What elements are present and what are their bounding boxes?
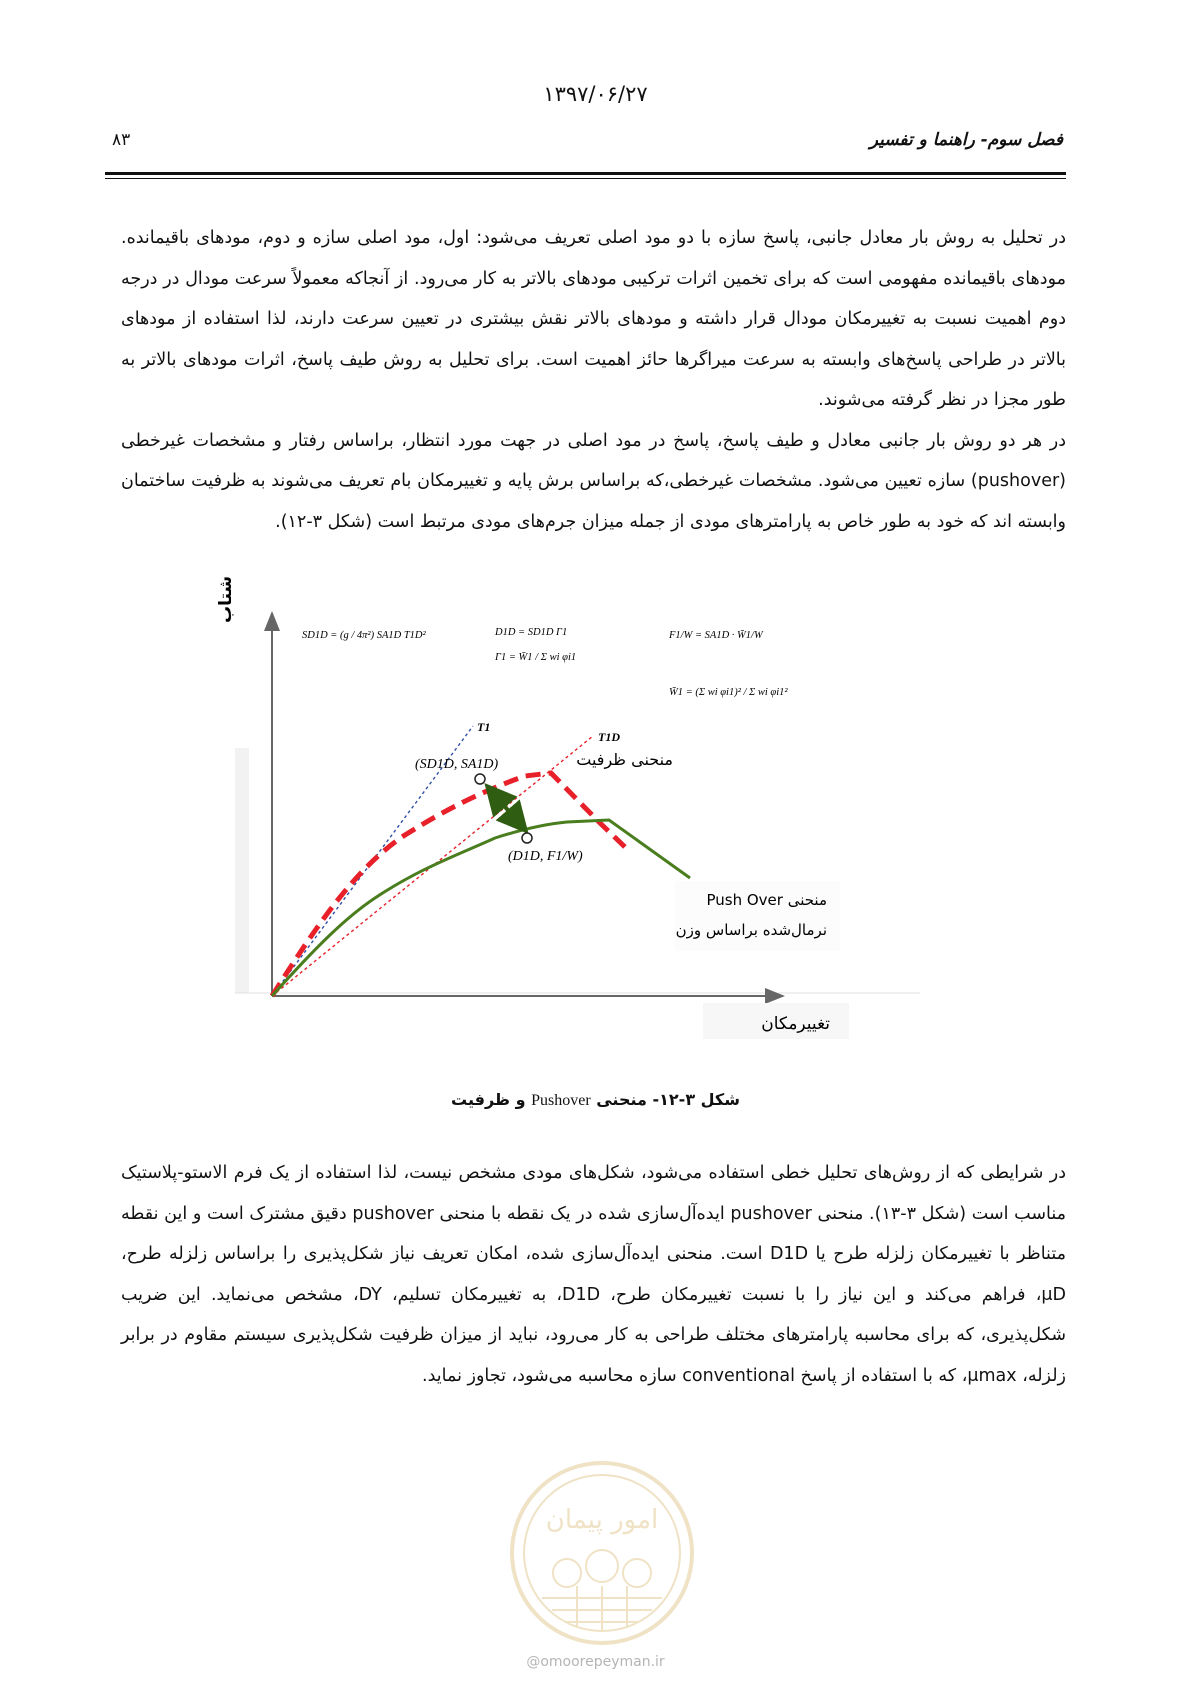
formula-d: D1D = SD1D Γ1 [495,627,568,638]
y-axis-label: شتاب [216,575,236,623]
figure-caption [0,1090,1191,1110]
watermark-text: امور پیمان [545,1505,659,1535]
formula-weight: W̄1 = (Σ wi φi1)² / Σ wi φi1² [669,687,788,698]
header-rule-thin [105,178,1066,179]
watermark-url: @omoorepeyman.ir [526,1654,665,1670]
paragraph-intro [121,218,1066,542]
chapter-title: فصل سوم- راهنما و تفسیر [869,130,1063,150]
paragraph-text: در هر دو روش بار جانبی معادل و طیف پاسخ، پاسخ در مود اصلی در جهت مورد انتظار، براساس رفتار و مشخصات غیرخطی (pushover) سازه تعیین می‌شود. مشخصات غیرخطی،که براساس برش پایه و تغییرمکان بام تعریف می‌شوند به ظرفیت ساختمان وابسته اند که خود به طور خاص به پارامترهای مودی از جمله میزان جرم‌های مودی مرتبط است (شکل ۳-۱۲). [121,430,1066,532]
point-d-f [522,833,532,843]
pushover-capacity-figure [216,575,921,1068]
formula-force: F1/W = SA1D · W̄1/W [669,630,763,641]
point-sd-sa-label: (SD1D, SA1D) [415,757,499,772]
paragraph-linear-analysis [121,1153,1066,1396]
header-rule-thick [105,172,1066,175]
page-number: ۸۳ [112,130,131,150]
capacity-curve-label: منحنی ظرفیت [576,750,673,769]
watermark-logo [507,1458,697,1648]
figure-frame-edge [235,748,249,993]
paragraph-text: در تحلیل به روش بار معادل جانبی، پاسخ سازه با دو مود اصلی تعریف می‌شود: اول، مود اصلی سازه و دوم، مودهای باقیمانده. مودهای باقیمانده مفهومی است که برای تخمین اثرات ترکیبی مودهای بالاتر به کار می‌رود. از آنجاکه معمولاً سرعت مودال در درجه دوم اهمیت نسبت به تغییرمکان مودال قرار داشته و مودهای بالاتر نقش بیشتری در تعیین سرعت دارند، لذا استفاده از مودهای بالاتر در طراحی پاسخ‌های وابسته به سرعت میراگرها حائز اهمیت است. برای تحلیل به روش طیف پاسخ، اثرات مودهای بالاتر به طور مجزا در نظر گرفته می‌شوند. [121,228,1066,410]
formula-sd: SD1D = (g / 4π²) SA1D T1D² [302,630,426,641]
period-t1-label: T1 [477,720,491,734]
formula-gamma: Γ1 = W̄1 / Σ wi φi1 [495,652,577,663]
pushover-label-line1: منحنی Push Over [706,891,827,909]
x-axis-label: تغییرمکان [761,1014,830,1034]
caption-prefix: شکل ۳-۱۲- منحنی [596,1090,740,1109]
period-t1d-label: T1D [598,730,620,744]
document-date: ۱۳۹۷/۰۶/۲۷ [543,82,648,106]
caption-suffix: و ظرفیت [451,1090,526,1109]
caption-english-term: Pushover [531,1092,591,1109]
pushover-label-line2: نرمال‌شده براساس وزن [675,921,827,939]
point-sd-sa [475,774,485,784]
point-d-f-label: (D1D, F1/W) [508,849,583,864]
paragraph-text: در شرایطی که از روش‌های تحلیل خطی استفاده می‌شود، شکل‌های مودی مشخص نیست، لذا استفاده از یک فرم الاستو-پلاستیک مناسب است (شکل ۳-۱۳). منحنی pushover ایده‌آل‌سازی شده در یک نقطه با منحنی pushover دقیق مشترک است و این نقطه متناظر با تغییرمکان زلزله طرح یا D1D است. منحنی ایده‌آل‌سازی شده، امکان تعریف نیاز شکل‌پذیری را براساس زلزله طرح، μD، فراهم می‌کند و این نیاز را با نسبت تغییرمکان طرح، D1D، به تغییرمکان تسلیم، DY، مشخص می‌نماید. این ضریب شکل‌پذیری، که برای محاسبه پارامترهای مختلف طراحی به کار می‌رود، نباید از میزان ظرفیت شکل‌پذیری سیستم مقاوم در برابر زلزله، μmax، که با استفاده از پاسخ conventional سازه محاسبه می‌شود، تجاوز نماید. [121,1163,1067,1386]
